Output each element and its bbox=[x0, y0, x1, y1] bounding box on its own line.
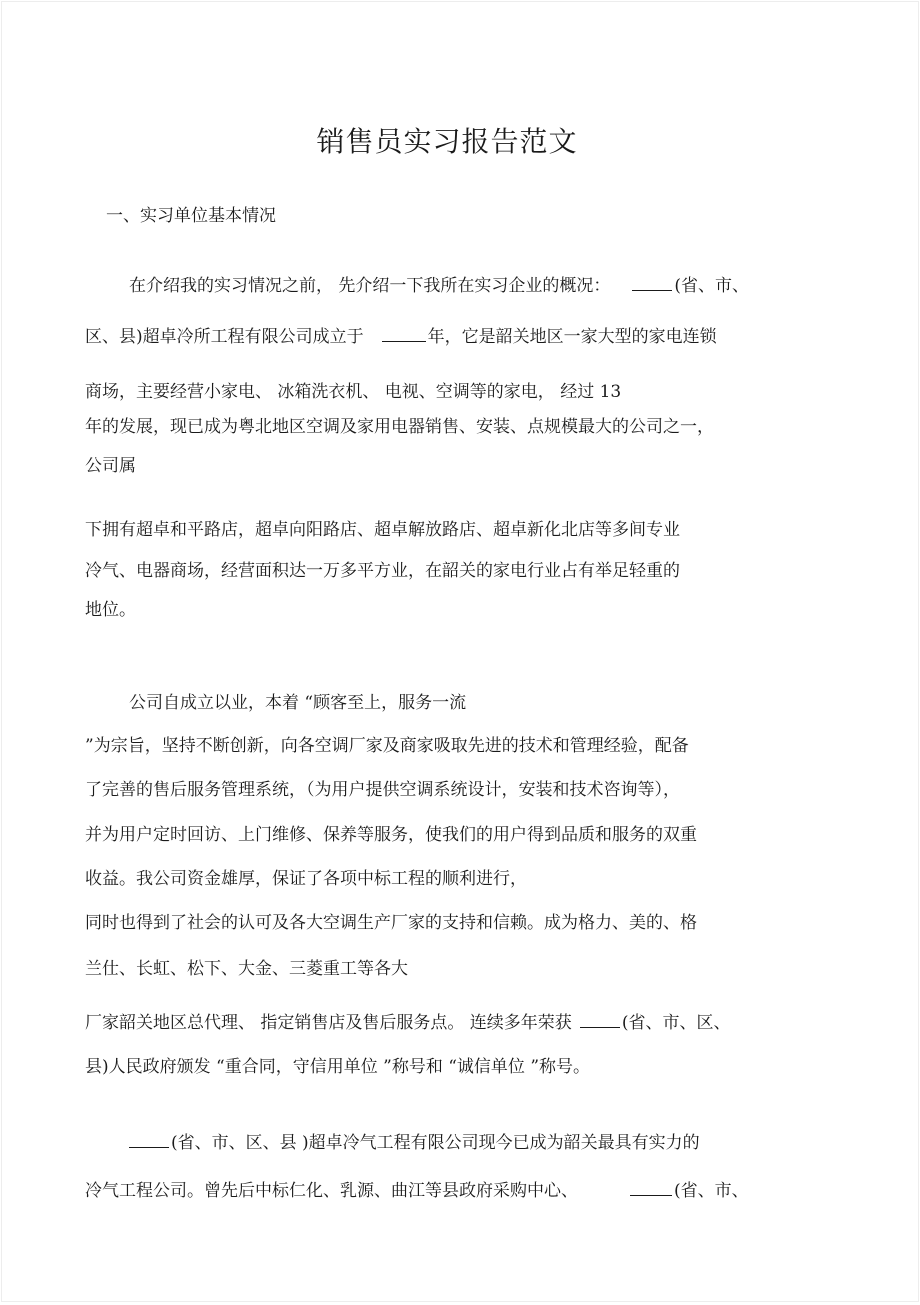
paragraph-line: 并为用户定时回访、上门维修、保养等服务，使我们的用户得到品质和服务的双重 bbox=[85, 825, 697, 845]
paragraph-line: 公司属 bbox=[85, 456, 136, 476]
paragraph-line: 下拥有超卓和平路店，超卓向阳路店、超卓解放路店、超卓新化北店等多间专业 bbox=[85, 520, 680, 540]
paragraph-line: 兰仕、长虹、松下、大金、三菱重工等各大 bbox=[85, 959, 408, 979]
text-segment: 年，它是韶关地区一家大型的家电连锁 bbox=[427, 327, 717, 347]
paragraph-line bbox=[129, 1129, 700, 1155]
text-segment: (省、市、区、 bbox=[621, 1013, 731, 1033]
text-segment: 冷气工程公司。曾先后中标仁化、乳源、曲江等县政府采购中心、 bbox=[85, 1181, 578, 1201]
text-segment: (省、市、 bbox=[674, 276, 750, 296]
paragraph-line: 公司自成立以业，本着 “顾客至上，服务一流 bbox=[129, 693, 467, 713]
paragraph-line bbox=[85, 1009, 730, 1035]
page-title: 销售员实习报告范文 bbox=[316, 125, 578, 158]
text-segment: (省、市、区、县 )超卓冷气工程有限公司现今已成为韶关最具有实力的 bbox=[171, 1133, 700, 1153]
text-segment: (省、市、 bbox=[674, 1181, 749, 1201]
fill-blank bbox=[382, 323, 426, 342]
section-heading: 一、实习单位基本情况 bbox=[106, 206, 276, 226]
paragraph-line: 了完善的售后服务管理系统，（为用户提供空调系统设计，安装和技术咨询等）， bbox=[85, 780, 680, 800]
paragraph-line: 商场，主要经营小家电、 冰箱洗衣机、 电视、空调等的家电， 经过 13 bbox=[85, 382, 622, 402]
paragraph-line bbox=[85, 323, 717, 349]
text-segment: 区、县)超卓冷所工程有限公司成立于 bbox=[85, 327, 364, 347]
paragraph-line: 收益。我公司资金雄厚，保证了各项中标工程的顺利进行， bbox=[85, 869, 527, 889]
paragraph-line: 冷气、电器商场，经营面积达一万多平方业，在韶关的家电行业占有举足轻重的 bbox=[85, 561, 680, 581]
fill-blank bbox=[632, 272, 672, 291]
document-page bbox=[2, 2, 918, 1301]
text-segment: 厂家韶关地区总代理、 指定销售店及售后服务点。 连续多年荣获 bbox=[85, 1013, 572, 1033]
fill-blank bbox=[129, 1129, 169, 1148]
paragraph-line bbox=[129, 272, 749, 298]
fill-blank bbox=[630, 1177, 672, 1196]
paragraph-line bbox=[85, 1177, 749, 1203]
paragraph-line: 同时也得到了社会的认可及各大空调生产厂家的支持和信赖。成为格力、美的、格 bbox=[85, 913, 697, 933]
text-segment: 在介绍我的实习情况之前， 先介绍一下我所在实习企业的概况： bbox=[129, 276, 611, 296]
paragraph-line: 年的发展，现已成为粤北地区空调及家用电器销售、安装、点规模最大的公司之一， bbox=[85, 417, 714, 437]
paragraph-line: 县)人民政府颁发 “重合同，守信用单位 ”称号和 “诚信单位 ”称号。 bbox=[85, 1057, 591, 1077]
fill-blank bbox=[580, 1009, 620, 1028]
paragraph-line: ”为宗旨，坚持不断创新，向各空调厂家及商家吸取先进的技术和管理经验，配备 bbox=[85, 736, 689, 756]
paragraph-line: 地位。 bbox=[85, 600, 136, 620]
